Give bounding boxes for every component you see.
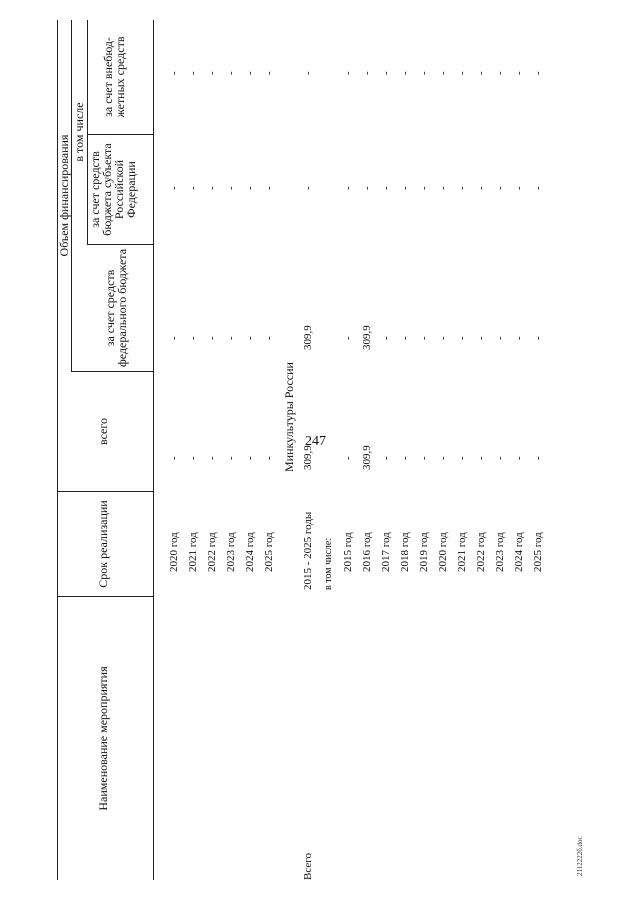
row-extra: -: [187, 71, 199, 75]
row-extra: -: [168, 71, 180, 75]
row-year: 2023 год: [494, 532, 506, 572]
row-regional: -: [168, 186, 180, 190]
row-federal: -: [437, 336, 449, 340]
row-regional: -: [418, 186, 430, 190]
row-federal: -: [225, 336, 237, 340]
header-bottom-rule: [153, 20, 154, 880]
header-total: всего: [96, 417, 110, 446]
header-federal: за счет средств федерального бюджета: [103, 248, 129, 368]
page-number: 247: [305, 434, 326, 449]
row-federal: -: [475, 336, 487, 340]
row-federal: -: [380, 336, 392, 340]
total-regional: -: [302, 186, 314, 190]
row-total: -: [399, 456, 411, 460]
total-years: 2015 - 2025 годы: [302, 511, 314, 590]
row-extra: -: [263, 71, 275, 75]
row-total: -: [187, 456, 199, 460]
row-federal: -: [456, 336, 468, 340]
row-federal: -: [244, 336, 256, 340]
row-extra: -: [456, 71, 468, 75]
row-total: -: [475, 456, 487, 460]
row-federal: -: [494, 336, 506, 340]
header-term: Срок реализации: [96, 500, 110, 588]
row-year: 2015 год: [342, 532, 354, 572]
row-regional: -: [206, 186, 218, 190]
row-total: -: [168, 456, 180, 460]
row-extra: -: [361, 71, 373, 75]
row-year: 2020 год: [168, 532, 180, 572]
row-year: 2022 год: [206, 532, 218, 572]
row-federal: -: [513, 336, 525, 340]
row-total: -: [342, 456, 354, 460]
row-regional: -: [532, 186, 544, 190]
row-year: 2024 год: [513, 532, 525, 572]
row-total: -: [532, 456, 544, 460]
row-total: -: [437, 456, 449, 460]
row-total: -: [244, 456, 256, 460]
header-extra: за счет внебюд-жетных средств: [101, 36, 127, 118]
row-year: 2018 год: [399, 532, 411, 572]
row-extra: -: [418, 71, 430, 75]
row-federal: 309,9: [361, 325, 373, 350]
row-regional: -: [494, 186, 506, 190]
row-extra: -: [437, 71, 449, 75]
header-including: в том числе: [72, 102, 86, 162]
row-year: 2024 год: [244, 532, 256, 572]
row-regional: -: [437, 186, 449, 190]
row-year: 2021 год: [456, 532, 468, 572]
row-total: -: [418, 456, 430, 460]
row-extra: -: [513, 71, 525, 75]
row-regional: -: [380, 186, 392, 190]
row-extra: -: [380, 71, 392, 75]
row-extra: -: [475, 71, 487, 75]
row-total: 309,9: [361, 445, 373, 470]
row-regional: -: [187, 186, 199, 190]
header-funding: Объем финансирования: [57, 134, 71, 257]
row-year: 2019 год: [418, 532, 430, 572]
row-year: 2021 год: [187, 532, 199, 572]
row-regional: -: [399, 186, 411, 190]
row-extra: -: [342, 71, 354, 75]
row-extra: -: [494, 71, 506, 75]
total-label: Всего: [302, 853, 314, 880]
row-regional: -: [244, 186, 256, 190]
including-label: в том числе:: [323, 537, 334, 590]
funding-table: [57, 20, 597, 880]
row-extra: -: [399, 71, 411, 75]
header-divider-3: [71, 371, 153, 372]
total-sum: 309,9: [302, 445, 314, 470]
row-extra: -: [225, 71, 237, 75]
row-total: -: [225, 456, 237, 460]
row-total: -: [513, 456, 525, 460]
row-total: -: [263, 456, 275, 460]
row-year: 2025 год: [263, 532, 275, 572]
row-federal: -: [187, 336, 199, 340]
row-year: 2017 год: [380, 532, 392, 572]
total-federal: 309,9: [302, 325, 314, 350]
ministry-label: Минкультуры России: [282, 362, 296, 472]
row-total: -: [494, 456, 506, 460]
row-year: 2023 год: [225, 532, 237, 572]
header-regional: за счет средств бюджета субъекта Российской Федерации: [88, 143, 138, 236]
row-regional: -: [475, 186, 487, 190]
funding-rule: [71, 20, 72, 372]
row-federal: -: [418, 336, 430, 340]
row-regional: -: [513, 186, 525, 190]
row-extra: -: [532, 71, 544, 75]
row-federal: -: [342, 336, 354, 340]
row-year: 2016 год: [361, 532, 373, 572]
row-regional: -: [456, 186, 468, 190]
row-extra: -: [206, 71, 218, 75]
header-name: Наименование мероприятия: [96, 666, 110, 811]
row-regional: -: [225, 186, 237, 190]
row-regional: -: [342, 186, 354, 190]
row-total: -: [206, 456, 218, 460]
row-total: -: [380, 456, 392, 460]
row-regional: -: [361, 186, 373, 190]
row-federal: -: [206, 336, 218, 340]
row-federal: -: [263, 336, 275, 340]
total-extra: -: [302, 71, 314, 75]
row-regional: -: [263, 186, 275, 190]
footer-doc-code: 2112222б.doc: [576, 836, 584, 876]
row-total: -: [456, 456, 468, 460]
row-extra: -: [244, 71, 256, 75]
row-federal: -: [399, 336, 411, 340]
row-year: 2022 год: [475, 532, 487, 572]
row-year: 2020 год: [437, 532, 449, 572]
row-year: 2025 год: [532, 532, 544, 572]
row-federal: -: [532, 336, 544, 340]
row-federal: -: [168, 336, 180, 340]
